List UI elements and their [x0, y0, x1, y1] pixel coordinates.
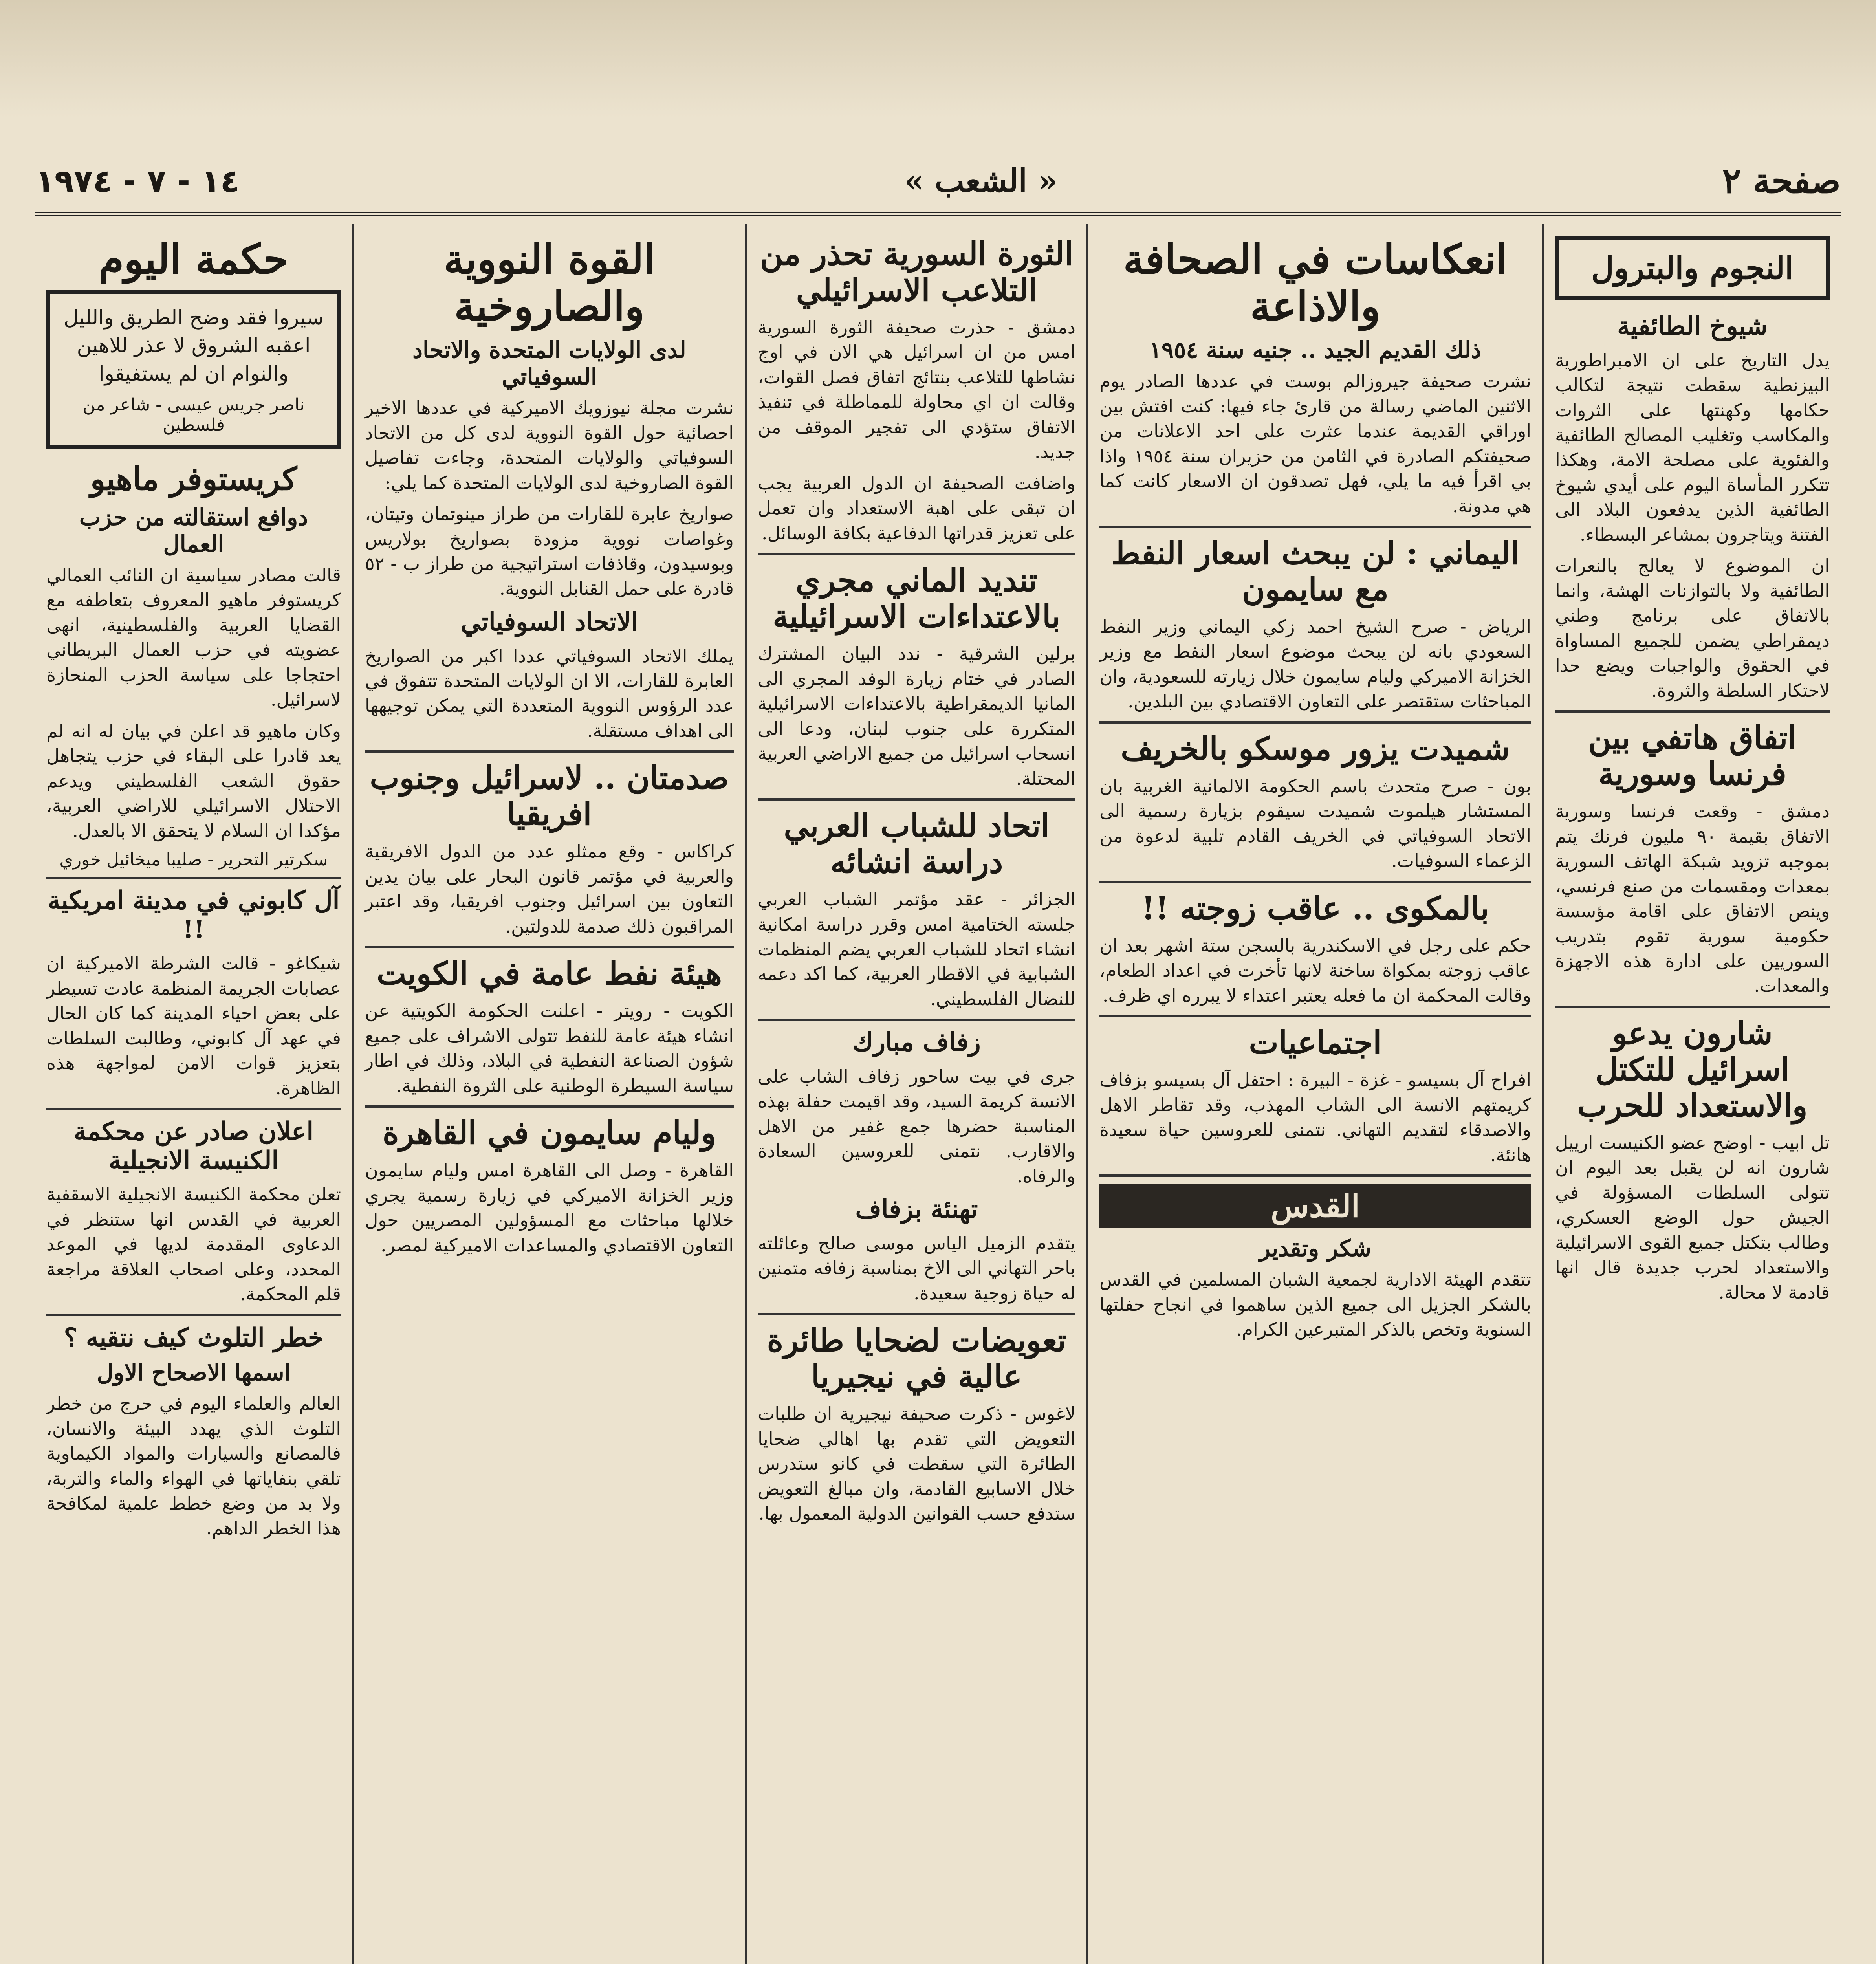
article-text: كراكاس - وقع ممثلو عدد من الدول الافريقية والعربية في مؤتمر قانون البحار على بيان يدين التعاون بين اسرائيل وجنوب افريقيا، وقد اعتبر المراقبون ذلك صدمة للدولتين. — [365, 841, 734, 937]
column-3 — [745, 224, 1086, 1964]
headline: تنديد الماني مجري بالاعتداءات الاسرائيلية — [773, 562, 1061, 635]
divider — [1555, 710, 1830, 713]
article-text: الجزائر - عقد مؤتمر الشباب العربي جلسته الختامية امس وقرر دراسة امكانية انشاء اتحاد للشباب العربي يضم المنظمات الشبابية في الاقطار العربية، كما اكد دعمه للنضال الفلسطيني. — [758, 889, 1075, 1009]
column-5 — [35, 224, 352, 1964]
headline: اليماني : لن يبحث اسعار النفط مع سايمون — [1111, 535, 1519, 608]
headline: اجتماعيات — [1249, 1024, 1382, 1061]
page-number: صفحة ٢ — [1722, 160, 1841, 201]
divider — [46, 1108, 341, 1110]
column-title: حكمة اليوم — [99, 235, 289, 283]
quote-box — [46, 290, 341, 449]
columns — [35, 224, 1841, 1964]
subheadline: اسمها الاصحاح الاول — [97, 1359, 291, 1386]
headline: صدمتان .. لاسرائيل وجنوب افريقيا — [370, 759, 729, 833]
article-text: العالم والعلماء اليوم في حرج من خطر التلوث الذي يهدد البيئة والانسان، فالمصانع والسيارات والمواد الكيماوية تلقي بنفاياتها في الهواء والماء والتربة، ولا بد من وضع خطط علمية لمكافحة هذا الخطر الداهم. — [46, 1393, 341, 1539]
article-text: نشرت صحيفة جيروزالم بوست في عددها الصادر يوم الاثنين الماضي رسالة من قارئ جاء فيها: كنت افتش بين اوراقي القديمة عندما عثرت على احد الاعلانات من صحيفتكم الصادرة في الثامن من حزيران سنة ١٩٥٤ واذا بي اقرأ فيه ما يلي، فهل تصدقون ان الاسعار كانت كما هي مدونة. — [1099, 370, 1531, 517]
headline: شميدت يزور موسكو بالخريف — [1121, 730, 1510, 767]
divider — [758, 798, 1075, 801]
column-4 — [352, 224, 745, 1964]
article-text: الكويت - رويتر - اعلنت الحكومة الكويتية عن انشاء هيئة عامة للنفط تتولى الاشراف على جميع شؤون الصناعة النفطية في البلاد، وذلك في اطار سياسة السيطرة الوطنية على الثروة النفطية. — [365, 1000, 734, 1096]
headline: تعويضات لضحايا طائرة عالية في نيجيريا — [767, 1322, 1066, 1395]
article-text: نشرت مجلة نيوزويك الاميركية في عددها الاخير احصائية حول القوة النووية لدى كل من الاتحاد السوفياتي والولايات المتحدة، وجاءت تفاصيل القوة الصاروخية لدى الولايات المتحدة كما يلي: — [365, 397, 734, 493]
divider — [1099, 881, 1531, 883]
masthead — [35, 149, 1841, 216]
divider — [1555, 1006, 1830, 1008]
article-text: جرى في بيت ساحور زفاف الشاب على الانسة كريمة السيد، وقد اقيمت حفلة بهذه المناسبة حضرها جمع غفير من الاهل والاقارب. نتمنى للعروسين السعادة والرفاه. — [758, 1065, 1075, 1187]
divider — [46, 877, 341, 879]
divider — [365, 750, 734, 753]
headline: آل كابوني في مدينة امريكية !! — [48, 886, 340, 944]
divider — [1099, 1174, 1531, 1177]
article-text: دمشق - وقعت فرنسا وسورية الاتفاق بقيمة ٩٠ مليون فرنك يتم بموجبه تزويد شبكة الهاتف السورية بمعدات ومقسمات من صنع فرنسي، وينص الاتفاق على اقامة مؤسسة حكومية سورية تقوم بتدريب السوريين على ادارة هذه الاجهزة والمعدات. — [1555, 801, 1830, 997]
headline: اتحاد للشباب العربي دراسة انشائه — [784, 807, 1050, 881]
article-text: بون - صرح متحدث باسم الحكومة الالمانية الغربية بان المستشار هيلموت شميدت سيقوم بزيارة رسمية الى الاتحاد السوفياتي في الخريف القادم تلبية لدعوة من الزعماء السوفيات. — [1099, 775, 1531, 872]
article-text: تتقدم الهيئة الادارية لجمعية الشبان المسلمين في القدس بالشكر الجزيل الى جميع الذين ساهموا في انجاح حفلتها السنوية وتخص بالذكر المتبرعين الكرام. — [1099, 1269, 1531, 1340]
headline: شيوخ الطائفية — [1617, 311, 1768, 341]
article-text: يملك الاتحاد السوفياتي عددا اكبر من الصواريخ العابرة للقارات، الا ان الولايات المتحدة تتفوق في عدد الرؤوس النووية المتعددة التي يمكن توجيهها الى اهداف مستقلة. — [365, 645, 734, 741]
signature: سكرتير التحرير - صليبا ميخائيل خوري — [59, 850, 328, 870]
article-text: برلين الشرقية - ندد البيان المشترك الصادر في ختام زيارة الوفد المجري الى المانيا الديمقراطية بالاعتداءات الاسرائيلية المتكررة على جنوب لبنان، ودعا الى انسحاب اسرائيل من جميع الاراضي العربية المحتلة. — [758, 643, 1075, 789]
subheadline: لدى الولايات المتحدة والاتحاد السوفياتي — [412, 337, 686, 390]
article-text: يدل التاريخ على ان الامبراطورية البيزنطية سقطت نتيجة لتكالب حكامها وكهنتها على الثروات والمكاسب وتغليب المصالح الطائفية والفئوية على مصلحة الامة، وهكذا تتكرر المأساة اليوم على أيدي شيوخ الطائفية الذين يدفعون البلاد الى الفتنة ويتاجرون بمشاعر البسطاء. — [1555, 349, 1830, 545]
article-text: شيكاغو - قالت الشرطة الاميركية ان عصابات الجريمة المنظمة عادت تسيطر على بعض احياء المدينة كما كان الحال في عهد آل كابوني، وطالبت السلطات بتعزيز قوات الامن لمواجهة هذه الظاهرة. — [46, 953, 341, 1099]
divider — [365, 946, 734, 948]
divider — [1099, 526, 1531, 528]
article-text: قالت مصادر سياسية ان النائب العمالي كريستوفر ماهيو المعروف بتعاطفه مع القضايا العربية والفلسطينية، انهى عضويته في حزب العمال البريطاني احتجاجا على سياسة الحزب المنحازة لاسرائيل. — [46, 564, 341, 711]
quote-text: سيروا فقد وضح الطريق والليل اعقبه الشروق لا عذر للاهين والنوام ان لم يستفيقوا — [63, 306, 324, 386]
headline: القدس — [1099, 1184, 1531, 1228]
article-text: تعلن محكمة الكنيسة الانجيلية الاسقفية العربية في القدس انها ستنظر في الدعاوى المقدمة لديها في الموعد المحدد، وعلى اصحاب العلاقة مراجعة قلم المحكمة. — [46, 1184, 341, 1305]
headline: هيئة نفط عامة في الكويت — [376, 955, 722, 992]
article-text: لاغوس - ذكرت صحيفة نيجيرية ان طلبات التعويض التي تقدم بها اهالي ضحايا الطائرة التي سقطت في كانو ستدرس خلال الاسابيع القادمة، وان مبالغ التعويض ستدفع حسب القوانين الدولية المعمول بها. — [758, 1403, 1075, 1524]
divider — [1099, 1015, 1531, 1017]
article-text: حكم على رجل في الاسكندرية بالسجن ستة اشهر بعد ان عاقب زوجته بمكواة ساخنة لانها تأخرت في اعداد الطعام، وقالت المحكمة ان ما فعله يعتبر اعتداء لا يبرره اي ظرف. — [1099, 934, 1531, 1006]
headline: بالمكوى .. عاقب زوجته !! — [1141, 889, 1489, 927]
divider — [46, 1314, 341, 1316]
headline: اتفاق هاتفي بين فرنسا وسورية — [1588, 719, 1797, 793]
headline: اعلان صادر عن محكمة الكنيسة الانجيلية — [73, 1117, 314, 1175]
headline: خطر التلوث كيف نتقيه ؟ — [64, 1323, 324, 1352]
column-1 — [1542, 224, 1841, 1964]
subheadline: شكر وتقدير — [1259, 1235, 1371, 1262]
subheadline: ذلك القديم الجيد .. جنيه سنة ١٩٥٤ — [1149, 337, 1482, 364]
headline: زفاف مبارك — [852, 1028, 981, 1057]
divider — [758, 553, 1075, 555]
column-title: النجوم والبترول — [1555, 236, 1830, 300]
quote-author: ناصر جريس عيسى - شاعر من فلسطين — [82, 394, 305, 435]
article-text: يتقدم الزميل الياس موسى صالح وعائلته باحر التهاني الى الاخ بمناسبة زفافه متمنين له حياة زوجية سعيدة. — [758, 1232, 1075, 1304]
headline: كريستوفر ماهيو — [90, 460, 297, 497]
headline: الثورة السورية تحذر من التلاعب الاسرائيلي — [760, 235, 1074, 308]
headline: انعكاسات في الصحافة والاذاعة — [1123, 235, 1508, 330]
issue-date: ١٤ - ٧ - ١٩٧٤ — [35, 162, 240, 199]
article-text: واضافت الصحيفة ان الدول العربية يجب ان تبقى على اهبة الاستعداد وان تعمل على تعزيز قدراتها الدفاعية بكافة الوسائل. — [758, 472, 1075, 544]
paper-stain — [0, 0, 1876, 118]
headline: تهنئة بزفاف — [855, 1195, 978, 1224]
headline: شارون يدعو اسرائيل للتكتل والاستعداد للحرب — [1577, 1014, 1808, 1124]
article-text: وكان ماهيو قد اعلن في بيان له انه لم يعد قادرا على البقاء في حزب يتجاهل حقوق الشعب الفلسطيني ويدعم الاحتلال الاسرائيلي للاراضي العربية، مؤكدا ان السلام لا يتحقق الا بالعدل. — [46, 720, 341, 841]
divider — [758, 1019, 1075, 1021]
article-text: صواريخ عابرة للقارات من طراز مينوتمان وتيتان، وغواصات نووية مزودة بصواريخ بولاريس وبوسيدون، وقاذفات استراتيجية من طراز ب - ٥٢ قادرة على حمل القنابل النووية. — [365, 503, 734, 599]
divider — [365, 1105, 734, 1108]
article-text: تل ابيب - اوضح عضو الكنيست ارييل شارون انه لن يقبل بعد اليوم ان تتولى السلطات المسؤولة في الجيش حول الوضع العسكري، وطالب بتكتل جميع القوى الاسرائيلية والاستعداد لحرب جديدة قال انها قادمة لا محالة. — [1555, 1132, 1830, 1303]
subheadline: دوافع استقالته من حزب العمال — [79, 504, 308, 557]
column-2 — [1086, 224, 1542, 1964]
divider — [758, 1313, 1075, 1315]
headline: القوة النووية والصاروخية — [443, 235, 655, 330]
newspaper-name: « الشعب » — [904, 162, 1058, 199]
headline: الاتحاد السوفياتي — [460, 607, 638, 637]
headline: وليام سايمون في القاهرة — [382, 1114, 716, 1152]
article-text: القاهرة - وصل الى القاهرة امس وليام سايمون وزير الخزانة الاميركي في زيارة رسمية يجري خلالها مباحثات مع المسؤولين المصريين حول التعاون الاقتصادي والمساعدات الاميركية لمصر. — [365, 1160, 734, 1256]
article-text: ان الموضوع لا يعالج بالنعرات الطائفية ولا بالتوازنات الهشة، وانما بالاتفاق على برنامج وطني ديمقراطي يضمن للجميع المساواة في الحقوق والواجبات ويضع حدا لاحتكار السلطة والثروة. — [1555, 555, 1830, 701]
divider — [1099, 721, 1531, 724]
article-text: الرياض - صرح الشيخ احمد زكي اليماني وزير النفط السعودي بانه لن يبحث موضوع اسعار النفط مع وزير الخزانة الاميركي وليام سايمون خلال زيارته للسعودية، وان المباحثات ستقتصر على التعاون الاقتصادي بين البلدين. — [1099, 616, 1531, 712]
article-text: افراح آل بسيسو - غزة - البيرة : احتفل آل بسيسو بزفاف كريمتهم الانسة الى الشاب المهذب، وقد تقاطر الاهل والاصدقاء لتقديم التهاني. نتمنى للعروسين حياة سعيدة هانئة. — [1099, 1069, 1531, 1165]
article-text: دمشق - حذرت صحيفة الثورة السورية امس من ان اسرائيل هي الان في اوج نشاطها للتلاعب بنتائج اتفاق فصل القوات، وقالت ان اي محاولة للمماطلة في تنفيذ الاتفاق ستؤدي الى تفجير الموقف من جديد. — [758, 317, 1075, 463]
